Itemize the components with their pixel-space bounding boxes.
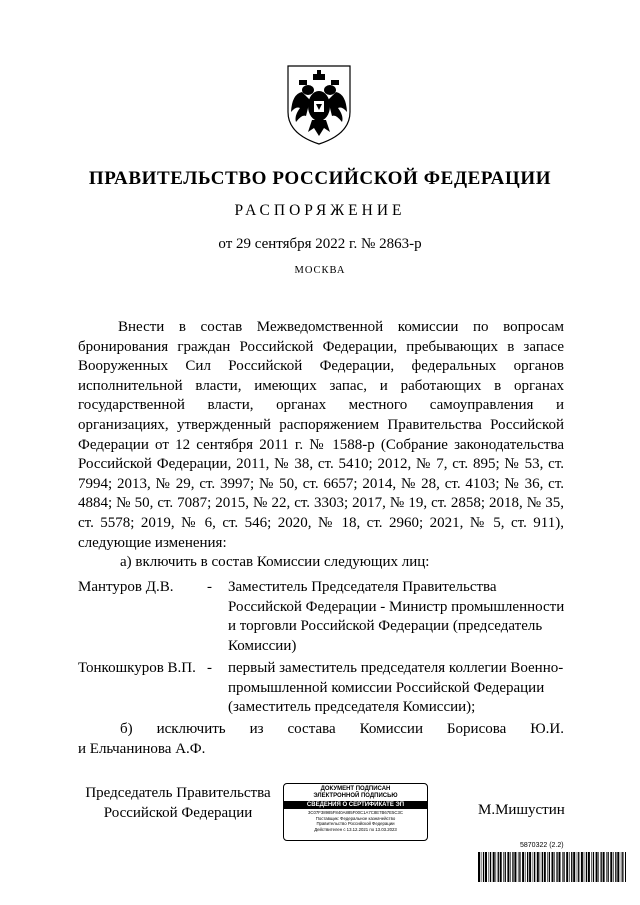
member-role: Заместитель Председателя Правительства Российской Федерации - Министр промышленности и торговли Российской Федерации (председатель Комиссии): [228, 579, 565, 654]
stamp-cert-header: СВЕДЕНИЯ О СЕРТИФИКАТЕ ЭП: [284, 801, 427, 809]
member-name: Мантуров Д.В.: [78, 579, 174, 595]
government-title: ПРАВИТЕЛЬСТВО РОССИЙСКОЙ ФЕДЕРАЦИИ: [88, 168, 552, 189]
position-line: Российской Федерации: [103, 804, 253, 821]
city-label: МОСКВА: [294, 265, 346, 276]
stamp-title: ДОКУМЕНТ ПОДПИСАН: [320, 786, 391, 792]
stamp-owner: Правительство Российской Федерации: [316, 821, 395, 827]
exclude-line-continuation: и Ельчанинова А.Ф.: [78, 740, 206, 757]
member-role: первый заместитель председателя коллегии Военно-промышленной комиссии Российской Федерации (заместитель председателя Комиссии);: [228, 660, 564, 716]
barcode-number: 5870322 (2.2): [520, 842, 564, 849]
exclude-subitem: [78, 720, 564, 759]
signatory-position: [78, 784, 278, 823]
document-type-title: РАСПОРЯЖЕНИЕ: [234, 202, 406, 219]
barcode-graphic: [478, 852, 626, 882]
member-dash: -: [207, 660, 212, 676]
stamp-subtitle: ЭЛЕКТРОННОЙ ПОДПИСЬЮ: [313, 793, 398, 799]
main-paragraph: Внести в состав Межведомственной комиссии по вопросам бронирования граждан Российской Федерации, пребывающих в запасе Вооруженных Сил Российской Федерации, федеральных органов исполнительной власти, имеющих запас, и работающих в органах государственной власти, органах местного самоуправления и организациях, утвержденный распоряжением Правительства Российской Федерации от 12 сентября 2011 г. № 1588-р (Собрание законодательства Российской Федерации, 2011, № 38, ст. 5410; 2012, № 7, ст. 895; № 53, ст. 7994; 2013, № 29, ст. 3997; № 50, ст. 6657; 2014, № 28, ст. 4103; № 36, ст. 4884; № 50, ст. 7087; 2015, № 22, ст. 3303; 2017, № 19, ст. 2858; 2018, № 35, ст. 5578; 2019, № 6, ст. 546; 2020, № 18, ст. 2960; 2021, № 5, ст. 911), следующие изменения:: [78, 319, 564, 551]
stamp-supplier: Поставщик: Федеральное казначейство: [315, 815, 396, 821]
coat-of-arms-emblem: [282, 60, 356, 148]
stamp-validity: Действителен с 13.12.2021 по 13.03.2023: [314, 826, 397, 832]
order-body: [78, 318, 564, 573]
signatory-name: М.Мишустин: [478, 802, 565, 818]
member-name: Тонкошкуров В.П.: [78, 660, 196, 676]
include-subitem: а) включить в состав Комиссии следующих лиц:: [120, 554, 430, 571]
date-number-line: от 29 сентября 2022 г. № 2863-р: [218, 236, 422, 252]
member-dash: -: [207, 579, 212, 595]
stamp-serial: 3C07F38985F840A885F00C1A7C8E7B67E5C3C: [307, 810, 404, 815]
exclude-line: б) исключить из состава Комиссии Борисова Ю.И.: [120, 721, 564, 737]
position-line: Председатель Правительства: [85, 785, 271, 801]
electronic-signature-stamp: [283, 783, 428, 841]
